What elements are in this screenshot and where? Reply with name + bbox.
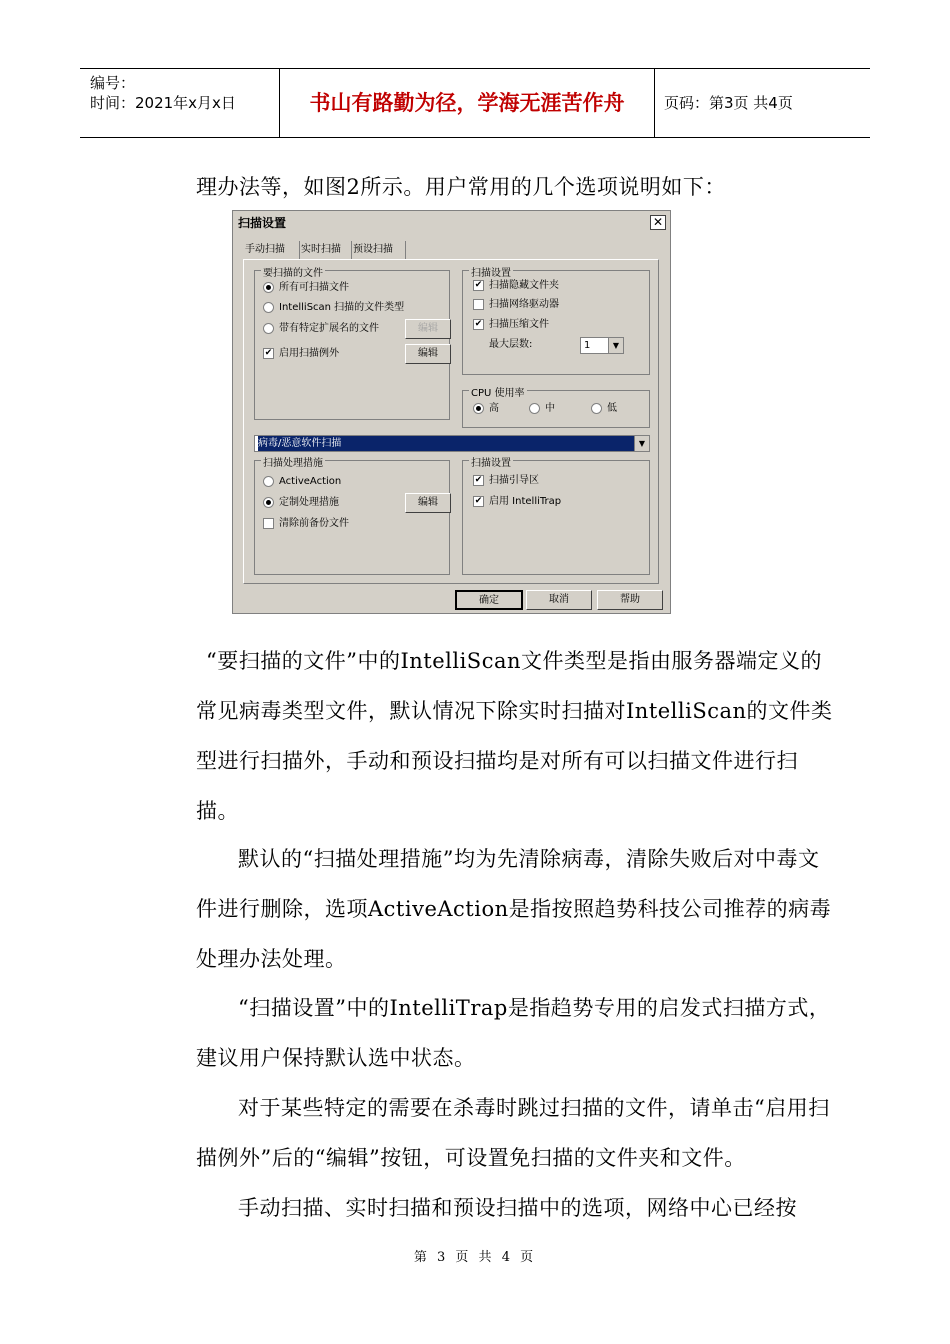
scan-settings-group-2 xyxy=(462,460,650,575)
scan-type-select[interactable]: 病毒/恶意软件扫描 ▼ xyxy=(254,435,650,452)
checkbox[interactable] xyxy=(263,518,274,529)
radio[interactable] xyxy=(263,476,274,487)
group-title: 扫描设置 xyxy=(469,264,513,279)
scan-network-drives-checkbox[interactable]: 扫描网络驱动器 xyxy=(473,298,559,312)
group-title: 扫描处理措施 xyxy=(261,454,325,469)
page-footer: 第 3 页 共 4 页 xyxy=(413,1250,537,1265)
checkbox-checked[interactable]: ✔ xyxy=(474,279,483,290)
radio-selected[interactable] xyxy=(263,497,274,508)
chevron-down-icon[interactable]: ▼ xyxy=(634,436,649,451)
tab-manual-scan[interactable]: 手动扫描 xyxy=(243,241,300,259)
close-icon[interactable]: ✕ xyxy=(650,215,666,230)
enable-intellitrap-checkbox[interactable]: ✔ 启用 IntelliTrap xyxy=(474,495,562,507)
checkbox-checked[interactable]: ✔ xyxy=(474,474,483,485)
scan-compressed-files-checkbox[interactable]: ✔ 扫描压缩文件 xyxy=(474,318,549,330)
max-layers-select[interactable]: 1 ▼ xyxy=(580,337,624,354)
option-activeaction[interactable]: ActiveAction xyxy=(263,475,341,489)
radio[interactable] xyxy=(263,323,274,334)
cpu-high-radio[interactable]: 高 xyxy=(473,402,499,416)
intro-paragraph: 理办法等，如图2所示。用户常用的几个选项说明如下： xyxy=(196,175,726,199)
help-button[interactable]: 帮助 xyxy=(597,590,663,610)
paragraph-scan-action: 默认的“扫描处理措施”均为先清除病毒，清除失败后对中毒文件进行删除，选项ActiveAction是指按照趋势科技公司推荐的病毒处理办法处理。 xyxy=(196,847,832,971)
chevron-down-icon[interactable]: ▼ xyxy=(608,338,623,353)
backup-before-clean-checkbox[interactable]: 清除前备份文件 xyxy=(263,517,349,531)
option-extensions[interactable]: 带有特定扩展名的文件 xyxy=(263,322,379,336)
checkbox-checked[interactable]: ✔ xyxy=(474,318,483,329)
paragraph-options: 手动扫描、实时扫描和预设扫描中的选项，网络中心已经按 xyxy=(238,1196,797,1220)
radio-selected[interactable] xyxy=(473,403,484,414)
scan-settings-dialog xyxy=(232,210,671,614)
dialog-title: 扫描设置 xyxy=(235,213,668,233)
cpu-medium-radio[interactable]: 中 xyxy=(529,402,555,416)
header-table xyxy=(80,68,870,138)
cpu-usage-group xyxy=(462,390,650,428)
header-meta xyxy=(80,69,280,137)
cancel-button[interactable]: 取消 xyxy=(526,590,592,610)
group-title: 要扫描的文件 xyxy=(261,264,325,279)
scan-settings-group xyxy=(462,270,650,375)
tab-panel xyxy=(243,259,659,584)
group-title: 扫描设置 xyxy=(469,454,513,469)
files-to-scan-group xyxy=(254,270,450,420)
tab-scheduled-scan[interactable]: 预设扫描 xyxy=(351,241,406,259)
enable-exclusion-checkbox[interactable]: ✔ 启用扫描例外 xyxy=(264,347,339,359)
option-intelliscan[interactable]: IntelliScan 扫描的文件类型 xyxy=(263,301,404,315)
edit-action-button[interactable]: 编辑 xyxy=(405,493,451,513)
checkbox-checked[interactable]: ✔ xyxy=(264,347,273,358)
radio[interactable] xyxy=(529,403,540,414)
scan-action-group xyxy=(254,460,450,575)
document-date: 时间：2021年x月x日 xyxy=(90,94,236,112)
header-motto: 书山有路勤为径，学海无涯苦作舟 xyxy=(280,69,655,137)
scan-hidden-folders-checkbox[interactable]: ✔ 扫描隐藏文件夹 xyxy=(474,279,559,291)
tab-realtime-scan[interactable]: 实时扫描 xyxy=(299,241,352,259)
header-page-number: 页码：第3页 共4页 xyxy=(664,94,793,112)
ok-button[interactable]: 确定 xyxy=(455,590,523,610)
paragraph-intelliscan: “要扫描的文件”中的IntelliScan文件类型是指由服务器端定义的常见病毒类型文件，默认情况下除实时扫描对IntelliScan的文件类型进行扫描外，手动和预设扫描均是对所有可以扫描文件进行扫描。 xyxy=(196,649,833,823)
option-custom-action[interactable]: 定制处理措施 xyxy=(263,496,339,510)
radio[interactable] xyxy=(263,302,274,313)
checkbox-checked[interactable]: ✔ xyxy=(474,495,483,506)
scan-boot-sector-checkbox[interactable]: ✔ 扫描引导区 xyxy=(474,474,539,486)
paragraph-exclusion: 对于某些特定的需要在杀毒时跳过扫描的文件，请单击“启用扫描例外”后的“编辑”按钮，可设置免扫描的文件夹和文件。 xyxy=(196,1096,830,1170)
checkbox[interactable] xyxy=(473,299,484,310)
max-layers-label: 最大层数: xyxy=(489,339,533,350)
option-all-files[interactable]: 所有可扫描文件 xyxy=(263,281,349,295)
radio-selected[interactable] xyxy=(263,282,274,293)
edit-exclusion-button[interactable]: 编辑 xyxy=(405,344,451,364)
radio[interactable] xyxy=(591,403,602,414)
paragraph-intellitrap: “扫描设置”中的IntelliTrap是指趋势专用的启发式扫描方式，建议用户保持默认选中状态。 xyxy=(196,996,831,1070)
group-title: CPU 使用率 xyxy=(469,384,527,399)
document-number: 编号： xyxy=(90,74,136,92)
edit-extensions-button[interactable]: 编辑 xyxy=(405,319,451,339)
cpu-low-radio[interactable]: 低 xyxy=(591,402,617,416)
